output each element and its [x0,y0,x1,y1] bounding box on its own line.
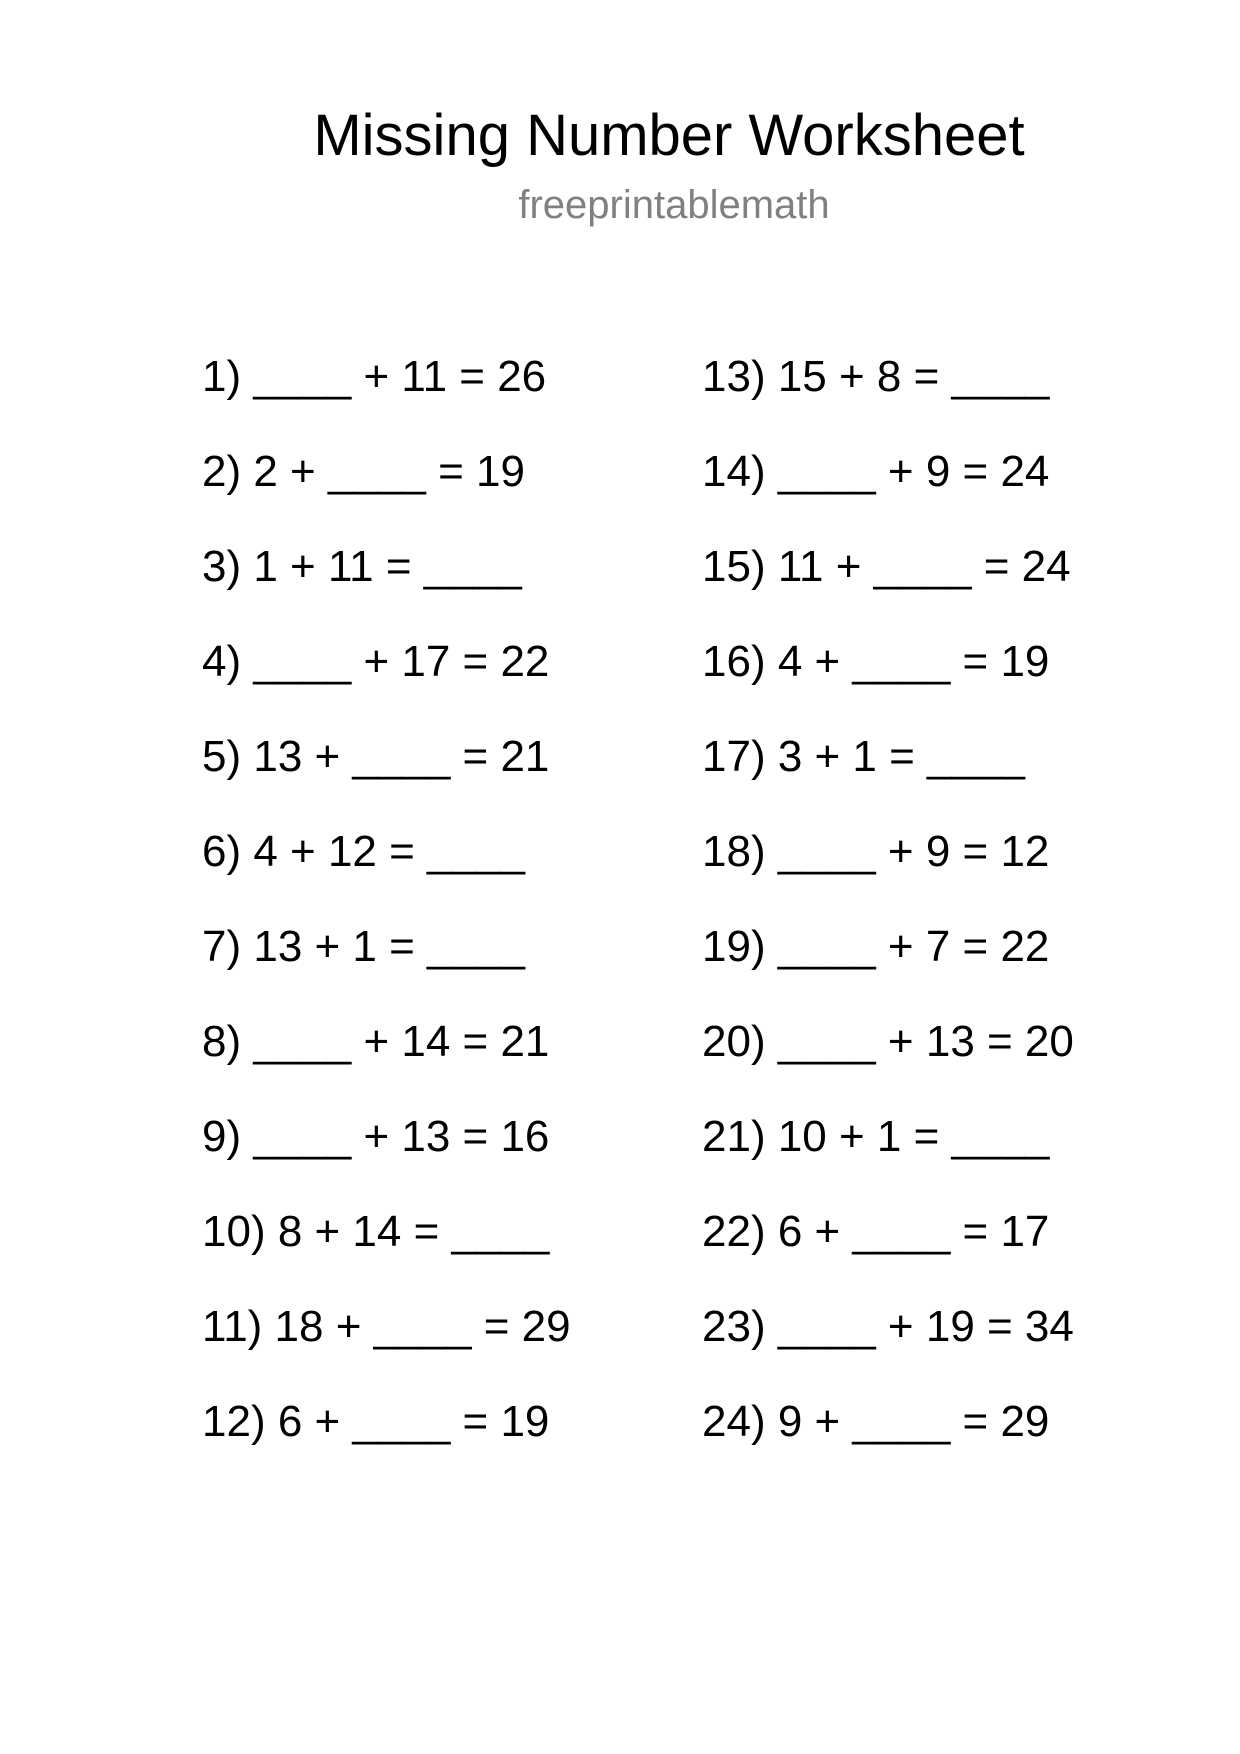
problem-15: 15) 11 + ____ = 24 [702,542,1071,591]
problem-11: 11) 18 + ____ = 29 [202,1302,571,1351]
problem-13: 13) 15 + 8 = ____ [702,352,1050,401]
problem-5: 5) 13 + ____ = 21 [202,732,550,781]
problem-9: 9) ____ + 13 = 16 [202,1112,550,1161]
problem-21: 21) 10 + 1 = ____ [702,1112,1050,1161]
problem-17: 17) 3 + 1 = ____ [702,732,1025,781]
page-subtitle: freeprintablemath [518,183,830,227]
problem-7: 7) 13 + 1 = ____ [202,922,525,971]
problem-1: 1) ____ + 11 = 26 [202,352,547,401]
problem-20: 20) ____ + 13 = 20 [702,1017,1074,1066]
problem-22: 22) 6 + ____ = 17 [702,1207,1050,1256]
problem-16: 16) 4 + ____ = 19 [702,637,1050,686]
problem-8: 8) ____ + 14 = 21 [202,1017,550,1066]
problem-3: 3) 1 + 11 = ____ [202,542,522,591]
problem-12: 12) 6 + ____ = 19 [202,1397,550,1446]
problem-18: 18) ____ + 9 = 12 [702,827,1050,876]
problems-left-column [202,329,571,1469]
problem-14: 14) ____ + 9 = 24 [702,447,1050,496]
problem-10: 10) 8 + 14 = ____ [202,1207,550,1256]
page-title: Missing Number Worksheet [313,103,1025,168]
problem-24: 24) 9 + ____ = 29 [702,1397,1050,1446]
problem-23: 23) ____ + 19 = 34 [702,1302,1074,1351]
problems-right-column [702,329,1074,1469]
problem-6: 6) 4 + 12 = ____ [202,827,525,876]
problem-2: 2) 2 + ____ = 19 [202,447,525,496]
problem-19: 19) ____ + 7 = 22 [702,922,1050,971]
problem-4: 4) ____ + 17 = 22 [202,637,550,686]
